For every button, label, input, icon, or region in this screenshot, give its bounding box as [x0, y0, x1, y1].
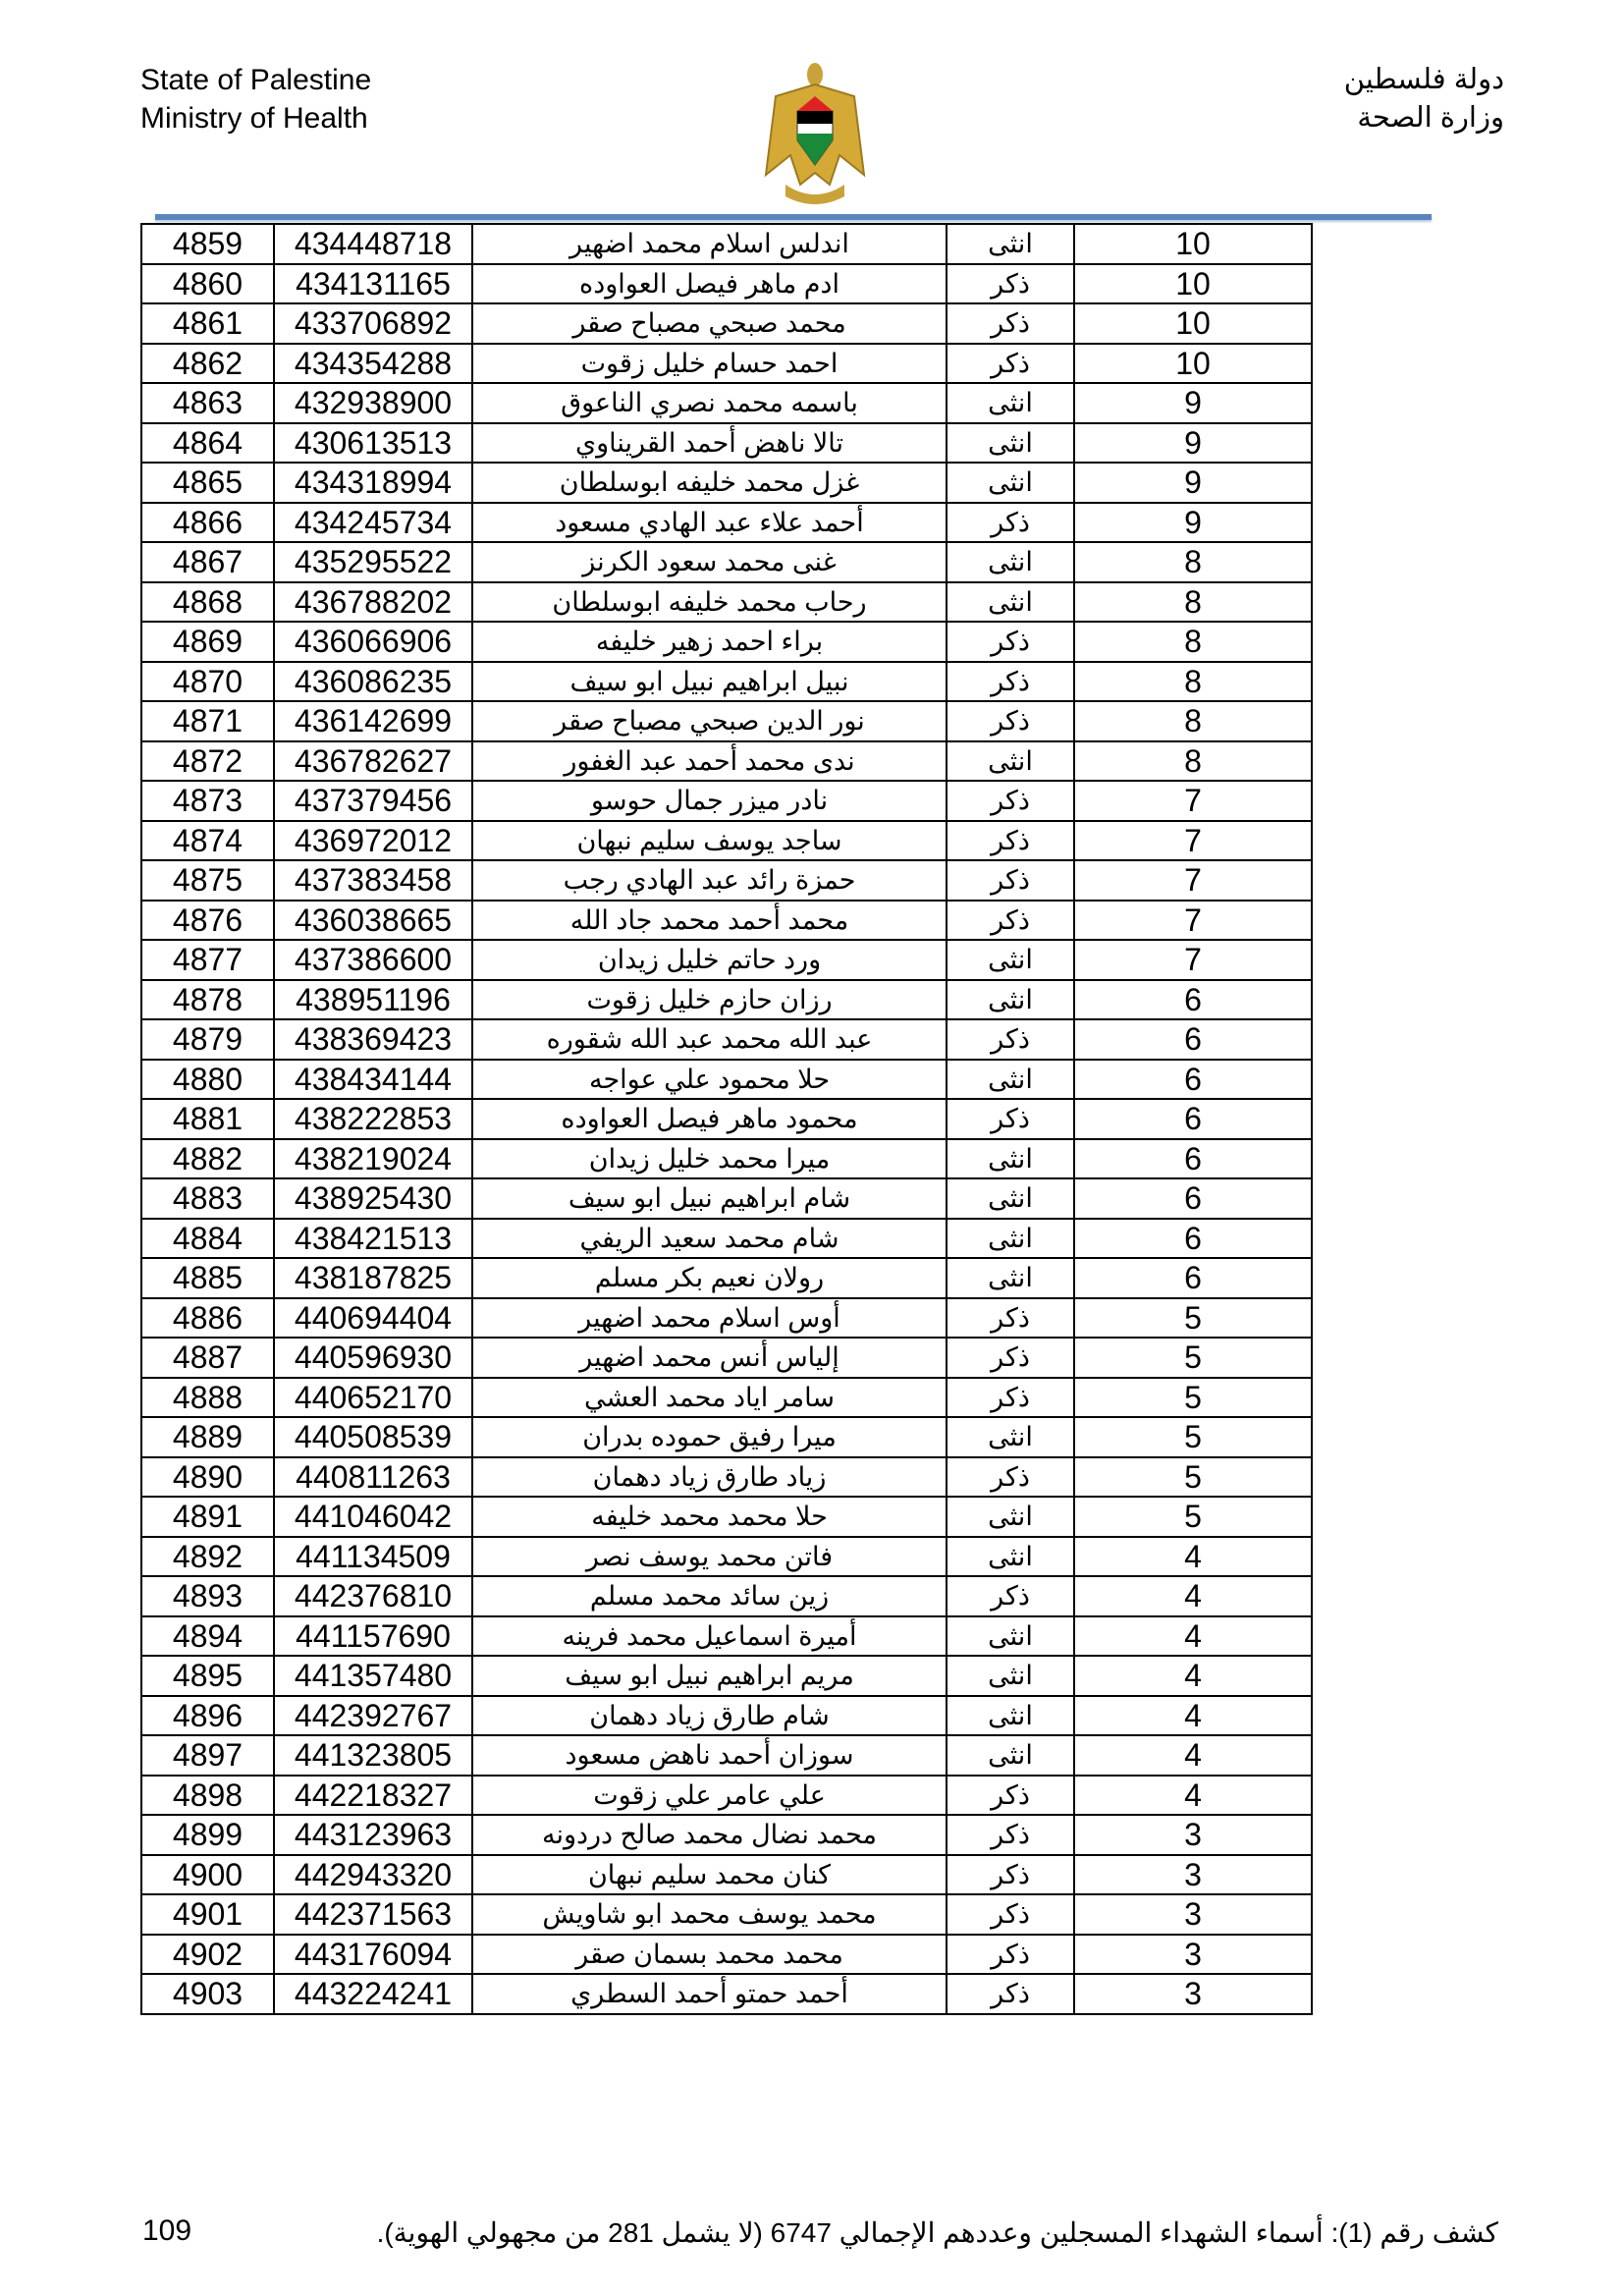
- name-cell: غنى محمد سعود الكرنز: [472, 542, 947, 582]
- serial-cell: 4886: [141, 1298, 274, 1339]
- gender-cell: ذكر: [947, 1776, 1074, 1816]
- gender-cell: انثى: [947, 463, 1074, 503]
- table-row: [141, 1776, 1312, 1816]
- table-row: [141, 821, 1312, 861]
- id-number-cell: 440652170: [274, 1378, 472, 1418]
- table-row: [141, 940, 1312, 980]
- header-right: [1344, 61, 1504, 137]
- gender-cell: انثى: [947, 1178, 1074, 1219]
- id-number-cell: 438951196: [274, 980, 472, 1020]
- serial-cell: 4865: [141, 463, 274, 503]
- gender-cell: ذكر: [947, 701, 1074, 741]
- table-row: [141, 1258, 1312, 1298]
- age-cell: 8: [1074, 701, 1312, 741]
- id-number-cell: 434131165: [274, 264, 472, 304]
- gender-cell: ذكر: [947, 1974, 1074, 2014]
- table-row: [141, 1537, 1312, 1577]
- serial-cell: 4896: [141, 1696, 274, 1736]
- serial-cell: 4879: [141, 1019, 274, 1060]
- table-row: [141, 1656, 1312, 1696]
- serial-cell: 4891: [141, 1497, 274, 1537]
- serial-cell: 4903: [141, 1974, 274, 2014]
- age-cell: 4: [1074, 1537, 1312, 1577]
- name-cell: محمد صبحي مصباح صقر: [472, 303, 947, 344]
- age-cell: 9: [1074, 463, 1312, 503]
- serial-cell: 4862: [141, 344, 274, 384]
- gender-cell: ذكر: [947, 821, 1074, 861]
- table-row: [141, 542, 1312, 582]
- id-number-cell: 434245734: [274, 503, 472, 543]
- table-row: [141, 1616, 1312, 1657]
- serial-cell: 4885: [141, 1258, 274, 1298]
- age-cell: 8: [1074, 622, 1312, 662]
- age-cell: 8: [1074, 542, 1312, 582]
- table-row: [141, 383, 1312, 423]
- serial-cell: 4887: [141, 1338, 274, 1378]
- age-cell: 4: [1074, 1735, 1312, 1776]
- id-number-cell: 438222853: [274, 1099, 472, 1139]
- age-cell: 6: [1074, 1099, 1312, 1139]
- table-row: [141, 1417, 1312, 1457]
- table-row: [141, 1696, 1312, 1736]
- name-cell: ميرا رفيق حموده بدران: [472, 1417, 947, 1457]
- age-cell: 9: [1074, 423, 1312, 464]
- table-row: [141, 1298, 1312, 1339]
- age-cell: 5: [1074, 1417, 1312, 1457]
- name-cell: أوس اسلام محمد اضهير: [472, 1298, 947, 1339]
- table-row: [141, 1815, 1312, 1855]
- id-number-cell: 437379456: [274, 781, 472, 821]
- id-number-cell: 436142699: [274, 701, 472, 741]
- id-number-cell: 438187825: [274, 1258, 472, 1298]
- palestine-eagle-emblem-icon: [756, 57, 874, 209]
- serial-cell: 4859: [141, 224, 274, 264]
- serial-cell: 4883: [141, 1178, 274, 1219]
- state-name-ar: دولة فلسطين: [1343, 64, 1504, 95]
- gender-cell: ذكر: [947, 860, 1074, 901]
- table-row: [141, 1576, 1312, 1616]
- name-cell: محمد محمد بسمان صقر: [472, 1935, 947, 1975]
- name-cell: باسمه محمد نصري الناعوق: [472, 383, 947, 423]
- id-number-cell: 442376810: [274, 1576, 472, 1616]
- name-cell: غزل محمد خليفه ابوسلطان: [472, 463, 947, 503]
- gender-cell: انثى: [947, 1219, 1074, 1259]
- serial-cell: 4866: [141, 503, 274, 543]
- serial-cell: 4897: [141, 1735, 274, 1776]
- name-cell: رزان حازم خليل زقوت: [472, 980, 947, 1020]
- name-cell: كنان محمد سليم نبهان: [472, 1855, 947, 1895]
- table-row: [141, 463, 1312, 503]
- page-number: 109: [142, 2214, 192, 2247]
- name-cell: إلياس أنس محمد اضهير: [472, 1338, 947, 1378]
- gender-cell: ذكر: [947, 1378, 1074, 1418]
- age-cell: 10: [1074, 224, 1312, 264]
- name-cell: ساجد يوسف سليم نبهان: [472, 821, 947, 861]
- age-cell: 5: [1074, 1338, 1312, 1378]
- id-number-cell: 441134509: [274, 1537, 472, 1577]
- age-cell: 4: [1074, 1656, 1312, 1696]
- table-row: [141, 901, 1312, 941]
- gender-cell: ذكر: [947, 1855, 1074, 1895]
- name-cell: أحمد حمتو أحمد السطري: [472, 1974, 947, 2014]
- id-number-cell: 436086235: [274, 662, 472, 702]
- id-number-cell: 440694404: [274, 1298, 472, 1339]
- id-number-cell: 434318994: [274, 463, 472, 503]
- gender-cell: انثى: [947, 1537, 1074, 1577]
- name-cell: سامر اياد محمد العشي: [472, 1378, 947, 1418]
- age-cell: 7: [1074, 860, 1312, 901]
- id-number-cell: 438219024: [274, 1139, 472, 1179]
- age-cell: 6: [1074, 1139, 1312, 1179]
- age-cell: 4: [1074, 1576, 1312, 1616]
- age-cell: 9: [1074, 503, 1312, 543]
- id-number-cell: 443123963: [274, 1815, 472, 1855]
- gender-cell: انثى: [947, 1696, 1074, 1736]
- serial-cell: 4893: [141, 1576, 274, 1616]
- table-row: [141, 1935, 1312, 1975]
- gender-cell: ذكر: [947, 622, 1074, 662]
- table-row: [141, 1019, 1312, 1060]
- name-cell: احمد حسام خليل زقوت: [472, 344, 947, 384]
- age-cell: 5: [1074, 1457, 1312, 1498]
- gender-cell: ذكر: [947, 1815, 1074, 1855]
- serial-cell: 4861: [141, 303, 274, 344]
- gender-cell: ذكر: [947, 1298, 1074, 1339]
- gender-cell: انثى: [947, 1656, 1074, 1696]
- serial-cell: 4884: [141, 1219, 274, 1259]
- age-cell: 8: [1074, 741, 1312, 782]
- gender-cell: ذكر: [947, 1099, 1074, 1139]
- id-number-cell: 430613513: [274, 423, 472, 464]
- gender-cell: انثى: [947, 1258, 1074, 1298]
- id-number-cell: 438434144: [274, 1060, 472, 1100]
- table-row: [141, 1378, 1312, 1418]
- gender-cell: انثى: [947, 383, 1074, 423]
- gender-cell: ذكر: [947, 503, 1074, 543]
- name-cell: تالا ناهض أحمد القريناوي: [472, 423, 947, 464]
- name-cell: مريم ابراهيم نبيل ابو سيف: [472, 1656, 947, 1696]
- gender-cell: انثى: [947, 980, 1074, 1020]
- name-cell: محمد أحمد محمد جاد الله: [472, 901, 947, 941]
- name-cell: نادر ميزر جمال حوسو: [472, 781, 947, 821]
- serial-cell: 4874: [141, 821, 274, 861]
- table-row: [141, 1497, 1312, 1537]
- gender-cell: ذكر: [947, 344, 1074, 384]
- serial-cell: 4868: [141, 582, 274, 623]
- serial-cell: 4875: [141, 860, 274, 901]
- serial-cell: 4873: [141, 781, 274, 821]
- serial-cell: 4871: [141, 701, 274, 741]
- id-number-cell: 443176094: [274, 1935, 472, 1975]
- gender-cell: انثى: [947, 1497, 1074, 1537]
- table-row: [141, 423, 1312, 464]
- age-cell: 7: [1074, 821, 1312, 861]
- id-number-cell: 437386600: [274, 940, 472, 980]
- name-cell: محمد نضال محمد صالح دردونه: [472, 1815, 947, 1855]
- table-row: [141, 1219, 1312, 1259]
- age-cell: 9: [1074, 383, 1312, 423]
- gender-cell: ذكر: [947, 303, 1074, 344]
- table-row: [141, 344, 1312, 384]
- serial-cell: 4882: [141, 1139, 274, 1179]
- table-row: [141, 264, 1312, 304]
- gender-cell: ذكر: [947, 1894, 1074, 1935]
- serial-cell: 4900: [141, 1855, 274, 1895]
- age-cell: 7: [1074, 940, 1312, 980]
- serial-cell: 4899: [141, 1815, 274, 1855]
- name-cell: علي عامر علي زقوت: [472, 1776, 947, 1816]
- table-row: [141, 1894, 1312, 1935]
- serial-cell: 4878: [141, 980, 274, 1020]
- name-cell: أحمد علاء عبد الهادي مسعود: [472, 503, 947, 543]
- table-row: [141, 1457, 1312, 1498]
- table-row: [141, 1099, 1312, 1139]
- header-divider: [155, 214, 1432, 220]
- table-row: [141, 503, 1312, 543]
- serial-cell: 4872: [141, 741, 274, 782]
- id-number-cell: 442371563: [274, 1894, 472, 1935]
- gender-cell: ذكر: [947, 901, 1074, 941]
- name-cell: رحاب محمد خليفه ابوسلطان: [472, 582, 947, 623]
- name-cell: عبد الله محمد عبد الله شقوره: [472, 1019, 947, 1060]
- table-row: [141, 622, 1312, 662]
- table-row: [141, 1060, 1312, 1100]
- serial-cell: 4898: [141, 1776, 274, 1816]
- id-number-cell: 440596930: [274, 1338, 472, 1378]
- gender-cell: انثى: [947, 423, 1074, 464]
- gender-cell: انثى: [947, 741, 1074, 782]
- gender-cell: ذكر: [947, 1338, 1074, 1378]
- age-cell: 4: [1074, 1776, 1312, 1816]
- name-cell: براء احمد زهير خليفه: [472, 622, 947, 662]
- table-row: [141, 781, 1312, 821]
- serial-cell: 4894: [141, 1616, 274, 1657]
- id-number-cell: 436972012: [274, 821, 472, 861]
- id-number-cell: 438421513: [274, 1219, 472, 1259]
- name-cell: ادم ماهر فيصل العواوده: [472, 264, 947, 304]
- id-number-cell: 438925430: [274, 1178, 472, 1219]
- gender-cell: انثى: [947, 582, 1074, 623]
- state-name-en: State of Palestine: [140, 64, 372, 96]
- id-number-cell: 442392767: [274, 1696, 472, 1736]
- table-row: [141, 224, 1312, 264]
- id-number-cell: 434354288: [274, 344, 472, 384]
- gender-cell: ذكر: [947, 1935, 1074, 1975]
- name-cell: رولان نعيم بكر مسلم: [472, 1258, 947, 1298]
- table-row: [141, 303, 1312, 344]
- id-number-cell: 432938900: [274, 383, 472, 423]
- footer-note: كشف رقم (1): أسماء الشهداء المسجلين وعددهم الإجمالي 6747 (لا يشمل 281 من مجهولي الهوية).: [376, 2217, 1498, 2248]
- age-cell: 10: [1074, 264, 1312, 304]
- martyrs-table: [140, 223, 1313, 2015]
- gender-cell: انثى: [947, 1060, 1074, 1100]
- id-number-cell: 441157690: [274, 1616, 472, 1657]
- age-cell: 4: [1074, 1696, 1312, 1736]
- age-cell: 3: [1074, 1855, 1312, 1895]
- table-body: [141, 224, 1312, 2014]
- serial-cell: 4892: [141, 1537, 274, 1577]
- age-cell: 10: [1074, 344, 1312, 384]
- gender-cell: ذكر: [947, 781, 1074, 821]
- gender-cell: ذكر: [947, 1019, 1074, 1060]
- age-cell: 4: [1074, 1616, 1312, 1657]
- gender-cell: ذكر: [947, 1576, 1074, 1616]
- serial-cell: 4863: [141, 383, 274, 423]
- serial-cell: 4876: [141, 901, 274, 941]
- name-cell: ميرا محمد خليل زيدان: [472, 1139, 947, 1179]
- id-number-cell: 441357480: [274, 1656, 472, 1696]
- table-row: [141, 701, 1312, 741]
- table-row: [141, 1855, 1312, 1895]
- age-cell: 5: [1074, 1298, 1312, 1339]
- age-cell: 3: [1074, 1935, 1312, 1975]
- table-row: [141, 1974, 1312, 2014]
- age-cell: 5: [1074, 1497, 1312, 1537]
- id-number-cell: 436038665: [274, 901, 472, 941]
- name-cell: أميرة اسماعيل محمد فرينه: [472, 1616, 947, 1657]
- table-row: [141, 582, 1312, 623]
- gender-cell: ذكر: [947, 264, 1074, 304]
- serial-cell: 4889: [141, 1417, 274, 1457]
- id-number-cell: 436066906: [274, 622, 472, 662]
- gender-cell: انثى: [947, 1616, 1074, 1657]
- age-cell: 8: [1074, 582, 1312, 623]
- name-cell: حلا محمد محمد خليفه: [472, 1497, 947, 1537]
- age-cell: 7: [1074, 901, 1312, 941]
- gender-cell: ذكر: [947, 662, 1074, 702]
- table-row: [141, 1735, 1312, 1776]
- name-cell: زياد طارق زياد دهمان: [472, 1457, 947, 1498]
- id-number-cell: 437383458: [274, 860, 472, 901]
- table-row: [141, 1178, 1312, 1219]
- name-cell: اندلس اسلام محمد اضهير: [472, 224, 947, 264]
- age-cell: 5: [1074, 1378, 1312, 1418]
- id-number-cell: 440811263: [274, 1457, 472, 1498]
- gender-cell: انثى: [947, 1417, 1074, 1457]
- age-cell: 6: [1074, 1060, 1312, 1100]
- id-number-cell: 434448718: [274, 224, 472, 264]
- gender-cell: انثى: [947, 1735, 1074, 1776]
- serial-cell: 4880: [141, 1060, 274, 1100]
- id-number-cell: 440508539: [274, 1417, 472, 1457]
- name-cell: نور الدين صبحي مصباح صقر: [472, 701, 947, 741]
- serial-cell: 4864: [141, 423, 274, 464]
- age-cell: 3: [1074, 1815, 1312, 1855]
- name-cell: فاتن محمد يوسف نصر: [472, 1537, 947, 1577]
- name-cell: شام محمد سعيد الريفي: [472, 1219, 947, 1259]
- serial-cell: 4877: [141, 940, 274, 980]
- header-left: [140, 61, 371, 137]
- table-row: [141, 1139, 1312, 1179]
- name-cell: حلا محمود علي عواجه: [472, 1060, 947, 1100]
- table-row: [141, 980, 1312, 1020]
- table-row: [141, 662, 1312, 702]
- id-number-cell: 436782627: [274, 741, 472, 782]
- id-number-cell: 436788202: [274, 582, 472, 623]
- gender-cell: انثى: [947, 542, 1074, 582]
- name-cell: زين سائد محمد مسلم: [472, 1576, 947, 1616]
- name-cell: ورد حاتم خليل زيدان: [472, 940, 947, 980]
- age-cell: 3: [1074, 1974, 1312, 2014]
- serial-cell: 4870: [141, 662, 274, 702]
- gender-cell: انثى: [947, 1139, 1074, 1179]
- name-cell: نبيل ابراهيم نبيل ابو سيف: [472, 662, 947, 702]
- id-number-cell: 435295522: [274, 542, 472, 582]
- serial-cell: 4860: [141, 264, 274, 304]
- age-cell: 10: [1074, 303, 1312, 344]
- ministry-name-en: Ministry of Health: [140, 102, 368, 135]
- serial-cell: 4902: [141, 1935, 274, 1975]
- age-cell: 6: [1074, 980, 1312, 1020]
- name-cell: سوزان أحمد ناهض مسعود: [472, 1735, 947, 1776]
- age-cell: 6: [1074, 1178, 1312, 1219]
- gender-cell: انثى: [947, 940, 1074, 980]
- serial-cell: 4881: [141, 1099, 274, 1139]
- serial-cell: 4888: [141, 1378, 274, 1418]
- serial-cell: 4901: [141, 1894, 274, 1935]
- id-number-cell: 442218327: [274, 1776, 472, 1816]
- name-cell: شام طارق زياد دهمان: [472, 1696, 947, 1736]
- age-cell: 6: [1074, 1258, 1312, 1298]
- name-cell: محمود ماهر فيصل العواوده: [472, 1099, 947, 1139]
- age-cell: 3: [1074, 1894, 1312, 1935]
- id-number-cell: 443224241: [274, 1974, 472, 2014]
- id-number-cell: 442943320: [274, 1855, 472, 1895]
- name-cell: حمزة رائد عبد الهادي رجب: [472, 860, 947, 901]
- serial-cell: 4895: [141, 1656, 274, 1696]
- age-cell: 7: [1074, 781, 1312, 821]
- table-row: [141, 860, 1312, 901]
- id-number-cell: 441046042: [274, 1497, 472, 1537]
- name-cell: شام ابراهيم نبيل ابو سيف: [472, 1178, 947, 1219]
- serial-cell: 4867: [141, 542, 274, 582]
- id-number-cell: 441323805: [274, 1735, 472, 1776]
- gender-cell: ذكر: [947, 1457, 1074, 1498]
- serial-cell: 4890: [141, 1457, 274, 1498]
- age-cell: 8: [1074, 662, 1312, 702]
- serial-cell: 4869: [141, 622, 274, 662]
- name-cell: محمد يوسف محمد ابو شاويش: [472, 1894, 947, 1935]
- table-row: [141, 1338, 1312, 1378]
- id-number-cell: 438369423: [274, 1019, 472, 1060]
- table-row: [141, 741, 1312, 782]
- id-number-cell: 433706892: [274, 303, 472, 344]
- name-cell: ندى محمد أحمد عبد الغفور: [472, 741, 947, 782]
- age-cell: 6: [1074, 1219, 1312, 1259]
- gender-cell: انثى: [947, 224, 1074, 264]
- age-cell: 6: [1074, 1019, 1312, 1060]
- ministry-name-ar: وزارة الصحة: [1357, 102, 1504, 134]
